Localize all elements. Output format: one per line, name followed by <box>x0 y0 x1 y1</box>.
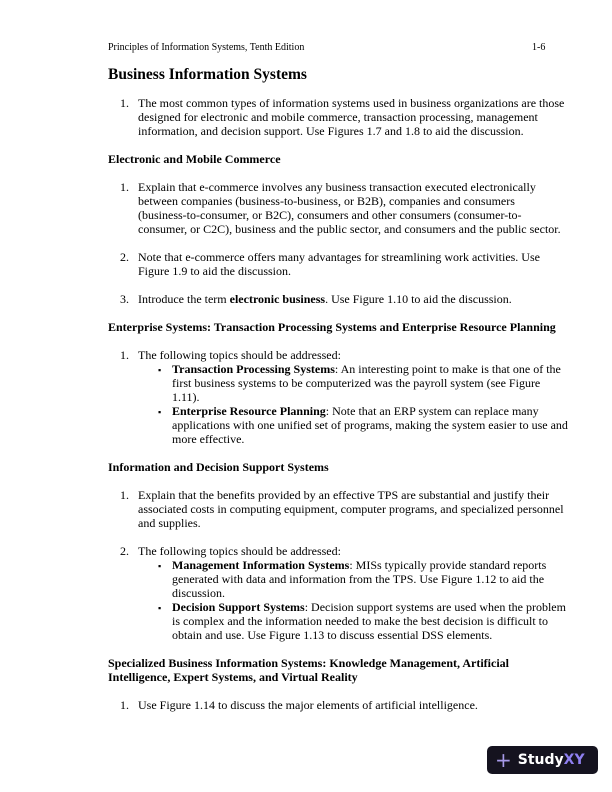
section-heading: Specialized Business Information Systems: Knowledge Management, Artificial Intelligence, Expert Systems, and Virtual Reality <box>108 656 509 684</box>
bullet-item: ▪ Transaction Processing Systems: An interesting point to make is that one of the first business systems to be computerized was the payroll system (see Figure 1.11). <box>158 362 561 404</box>
key-term: electronic business <box>229 292 326 306</box>
list-item: 2. The following topics should be addressed: <box>120 544 341 558</box>
square-bullet-icon: ▪ <box>158 561 162 571</box>
list-item: 1. Explain that e-commerce involves any business transaction executed electronically between companies (business-to-business, or B2B), companies and consumers (business-to-consumer, or B2C), consumers and other consumers (consumer-to- consumer, or C2C), business and the public sector, and consumers and the public sector. <box>120 180 561 236</box>
square-bullet-icon: ▪ <box>158 407 162 417</box>
page-number: 1-6 <box>532 42 546 53</box>
section-heading: Information and Decision Support Systems <box>108 460 329 474</box>
list-item: 1. Explain that the benefits provided by an effective TPS are substantial and justify their associated costs in computing equipment, computer programs, and specialized personnel and supplies. <box>120 488 564 530</box>
square-bullet-icon: ▪ <box>158 365 162 375</box>
list-item: 2. Note that e-commerce offers many advantages for streamlining work activities. Use Figure 1.9 to aid the discussion. <box>120 250 540 278</box>
list-item: 1. Use Figure 1.14 to discuss the major elements of artificial intelligence. <box>120 698 478 712</box>
section-heading: Electronic and Mobile Commerce <box>108 152 281 166</box>
page-title: Business Information Systems <box>108 66 307 83</box>
running-header-title: Principles of Information Systems, Tenth Edition <box>108 42 305 53</box>
plus-icon: + <box>495 748 512 772</box>
section-heading: Enterprise Systems: Transaction Processing Systems and Enterprise Resource Planning <box>108 320 556 334</box>
list-item: 3. Introduce the term electronic business. Use Figure 1.10 to aid the discussion. <box>120 292 512 306</box>
studyxy-logo: + Study XY <box>487 746 598 774</box>
bullet-item: ▪ Enterprise Resource Planning: Note that an ERP system can replace many applications with one unified set of programs, making the system easier to use and more effective. <box>158 404 568 446</box>
list-item: 1. The following topics should be addressed: <box>120 348 341 362</box>
bullet-item: ▪ Management Information Systems: MISs typically provide standard reports generated with data and information from the TPS. Use Figure 1.12 to aid the discussion. <box>158 558 547 600</box>
square-bullet-icon: ▪ <box>158 603 162 613</box>
bullet-item: ▪ Decision Support Systems: Decision support systems are used when the problem is complex and the information needed to make the best decision is difficult to obtain and use. Use Figure 1.13 to discuss essential DSS elements. <box>158 600 566 642</box>
list-item: 1. The most common types of information systems used in business organizations are those designed for electronic and mobile commerce, transaction processing, management information, and decision support. Use Figures 1.7 and 1.8 to aid the discussion. <box>120 96 565 138</box>
